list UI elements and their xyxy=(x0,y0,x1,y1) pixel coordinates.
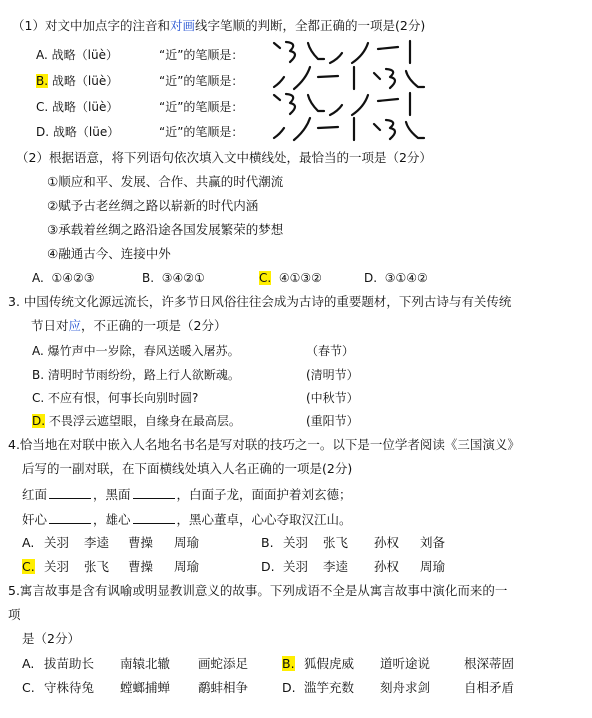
q4-option-a[interactable]: A. xyxy=(22,535,35,550)
q3-option-b[interactable]: B. 清明时节雨纷纷，路上行人欲断魂。 xyxy=(32,368,240,382)
q4-option-d-name-1: 关羽 xyxy=(283,559,309,574)
q1-option-a[interactable]: A. 战略（lüè） xyxy=(36,48,118,62)
q4-option-a-name-2: 李逵 xyxy=(84,535,110,550)
q4-option-c-name-1: 关羽 xyxy=(44,559,70,574)
q5-option-b-word-3: 根深蒂固 xyxy=(464,656,515,671)
q2-option-a[interactable]: A. ①④②③ xyxy=(32,271,95,285)
q4-option-c-name-4: 周瑜 xyxy=(174,559,200,574)
q4-option-b-name-4: 刘备 xyxy=(420,535,446,550)
q1-stem: （1）对文中加点字的注音和对画线字笔顺的判断，全都正确的一项是(2分) xyxy=(12,18,426,33)
q5-option-a-word-2: 南辕北辙 xyxy=(120,656,171,671)
q1-option-c-near: “近”的笔顺是： xyxy=(159,100,244,114)
blank-1[interactable] xyxy=(49,486,91,499)
q1-option-a-near: “近”的笔顺是： xyxy=(159,48,244,62)
q4-option-d-name-4: 周瑜 xyxy=(420,559,446,574)
q5-stem-line3: 是（2分） xyxy=(22,631,80,646)
q2-option-d[interactable]: D. ③①④② xyxy=(364,271,428,285)
q5-option-d-word-1: 滥竽充数 xyxy=(304,680,355,695)
q2-option-b[interactable]: B. ③④②① xyxy=(142,271,205,285)
blank-2[interactable] xyxy=(133,486,175,499)
q5-option-d-word-2: 刻舟求剑 xyxy=(380,680,431,695)
q3-stem-line1: 3. 中国传统文化源远流长，许多节日风俗往往会成为古诗的重要题材，下列古诗与有关传统 xyxy=(8,294,512,309)
q5-stem-line1: 5.寓言故事是含有讽喻或明显教训意义的故事。下列成语不全是从寓言故事中演化而来的一 xyxy=(8,583,508,598)
q4-option-c-name-3: 曹操 xyxy=(128,559,154,574)
q4-couplet-upper: 红面 ，黑面 ，白面子龙，面面护着刘玄德； xyxy=(22,487,352,502)
q4-option-b-name-3: 孙权 xyxy=(374,535,400,550)
q3-option-a[interactable]: A. 爆竹声中一岁除，春风送暖入屠苏。 xyxy=(32,344,240,358)
q2-item-4: ④融通古今、连接中外 xyxy=(47,246,171,261)
q1-option-b-near: “近”的笔顺是： xyxy=(159,74,244,88)
q3-option-c[interactable]: C. 不应有恨，何事长向别时圆? xyxy=(32,391,199,405)
q5-option-b[interactable]: B. xyxy=(282,656,295,671)
q2-item-1: ①顺应和平、发展、合作、共赢的时代潮流 xyxy=(47,174,284,189)
q5-option-a-word-1: 拔苗助长 xyxy=(44,656,95,671)
q4-option-b[interactable]: B. xyxy=(261,535,274,550)
q3-option-a-note: （春节） xyxy=(306,344,355,358)
q5-option-c[interactable]: C. xyxy=(22,680,35,695)
q4-stem-line2: 后写的一副对联，在下面横线处填入人名正确的一项是(2分) xyxy=(22,461,353,476)
q4-couplet-lower: 奸心 ，雄心 ，黑心董卓，心心夺取汉江山。 xyxy=(22,512,352,527)
q3-stem-line2: 节日对应，不正确的一项是（2分） xyxy=(31,318,227,333)
q5-option-d-word-3: 自相矛盾 xyxy=(464,680,515,695)
q4-option-a-name-1: 关羽 xyxy=(44,535,70,550)
q4-option-b-name-2: 张飞 xyxy=(323,535,349,550)
q5-option-a-word-3: 画蛇添足 xyxy=(198,656,249,671)
q1-option-b[interactable]: B. 战略（lüè） xyxy=(36,74,119,88)
q3-option-c-note: (中秋节） xyxy=(306,391,359,405)
q1-option-c[interactable]: C. 战略（lüè） xyxy=(36,100,119,114)
q4-option-d-name-3: 孙权 xyxy=(374,559,400,574)
q5-option-c-word-2: 螳螂捕蝉 xyxy=(120,680,171,695)
q1-option-d-near: “近”的笔顺是： xyxy=(159,125,244,139)
q2-item-3: ③承载着丝绸之路沿途各国发展繁荣的梦想 xyxy=(47,222,284,237)
q3-option-d[interactable]: D. 不畏浮云遮望眼，自缘身在最高层。 xyxy=(32,414,241,428)
q3-option-d-note: (重阳节） xyxy=(306,414,359,428)
q5-option-b-word-2: 道听途说 xyxy=(380,656,431,671)
q4-option-d[interactable]: D. xyxy=(261,559,275,574)
q4-stem-line1: 4.恰当地在对联中嵌入人名地名书名是写对联的技巧之一。以下是一位学者阅读《三国演义》 xyxy=(8,437,520,452)
q4-option-a-name-3: 曹操 xyxy=(128,535,154,550)
blank-4[interactable] xyxy=(133,511,175,524)
q4-option-c-name-2: 张飞 xyxy=(84,559,110,574)
q1-option-d[interactable]: D. 战略（lüe） xyxy=(36,125,120,139)
q5-option-b-word-1: 狐假虎威 xyxy=(304,656,355,671)
q5-option-d[interactable]: D. xyxy=(282,680,296,695)
q4-option-d-name-2: 李逵 xyxy=(323,559,349,574)
q4-option-b-name-1: 关羽 xyxy=(283,535,309,550)
stroke-order-a xyxy=(270,37,435,65)
q4-option-a-name-4: 周瑜 xyxy=(174,535,200,550)
q2-option-c[interactable]: C. ④①③② xyxy=(259,271,322,285)
q5-option-c-word-3: 鹬蚌相争 xyxy=(198,680,249,695)
stroke-order-d xyxy=(270,114,435,142)
q2-stem: （2）根据语意，将下列语句依次填入文中横线处，最恰当的一项是（2分） xyxy=(16,150,432,165)
blank-3[interactable] xyxy=(49,511,91,524)
q4-option-c[interactable]: C. xyxy=(22,559,35,574)
q2-item-2: ②赋予古老丝绸之路以崭新的时代内涵 xyxy=(47,198,259,213)
q3-option-b-note: (清明节） xyxy=(306,368,359,382)
q5-option-a[interactable]: A. xyxy=(22,656,35,671)
stroke-order-b xyxy=(270,63,435,91)
stroke-order-c xyxy=(270,89,435,117)
q5-stem-line2: 项 xyxy=(8,607,21,622)
q5-option-c-word-1: 守株待兔 xyxy=(44,680,95,695)
